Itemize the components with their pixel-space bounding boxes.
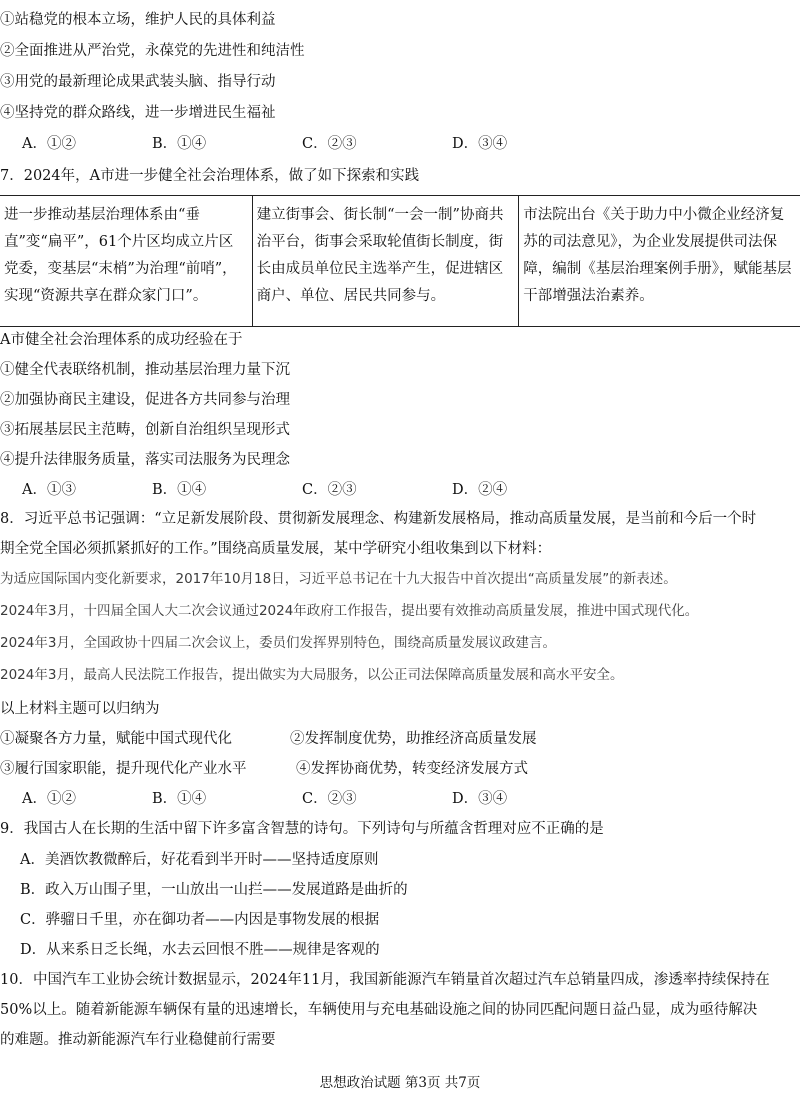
q8-material-1: 为适应国际国内变化新要求，2017年10月18日，习近平总书记在十九大报告中首次提出“高质量发展”的新表述。 xyxy=(0,571,677,587)
q8-option-c[interactable]: C．②③ xyxy=(302,791,357,807)
q7-question: A市健全社会治理体系的成功经验在于 xyxy=(0,332,243,348)
q8-option-a[interactable]: A．①② xyxy=(22,791,76,807)
q10-line3: 的难题。推动新能源汽车行业稳健前行需要 xyxy=(0,1032,276,1048)
q8-option-d[interactable]: D．③④ xyxy=(452,791,508,807)
q6-option-c[interactable]: C．②③ xyxy=(302,136,357,152)
q6-item-4: ④坚持党的群众路线，进一步增进民生福祉 xyxy=(0,105,276,121)
q7-option-d[interactable]: D．②④ xyxy=(452,482,508,498)
q9-option-b[interactable]: B．政入万山围子里，一山放出一山拦——发展道路是曲折的 xyxy=(20,882,408,898)
q9-option-c[interactable]: C．骅骝日千里，亦在御功者——内因是事物发展的根据 xyxy=(20,912,380,928)
q9-option-d[interactable]: D．从来系日乏长绳，水去云回恨不胜——规律是客观的 xyxy=(20,942,380,958)
q8-item-1: ①凝聚各方力量，赋能中国式现代化 xyxy=(0,731,232,747)
q7-option-b[interactable]: B．①④ xyxy=(152,482,207,498)
q8-item-3: ③履行国家职能，提升现代化产业水平 xyxy=(0,761,247,777)
q8-stem-line2: 期全党全国必须抓紧抓好的工作。”围绕高质量发展，某中学研究小组收集到以下材料： xyxy=(0,541,552,557)
q8-item-2: ②发挥制度优势，助推经济高质量发展 xyxy=(290,731,537,747)
q6-option-d[interactable]: D．③④ xyxy=(452,136,508,152)
q7-cell-3: 市法院出台《关于助力中小微企业经济复苏的司法意见》，为企业发展提供司法保障，编制《基层治理案例手册》，赋能基层干部增强法治素养。 xyxy=(519,196,800,327)
q10-line2: 50%以上。随着新能源车辆保有量的迅速增长，车辆使用与充电基础设施之间的协同匹配问题日益凸显，成为亟待解决 xyxy=(0,1002,758,1018)
q8-material-4: 2024年3月，最高人民法院工作报告，提出做实为大局服务，以公正司法保障高质量发展和高水平安全。 xyxy=(0,667,624,683)
q8-question: 以上材料主题可以归纳为 xyxy=(0,701,160,717)
q10-line1: 10．中国汽车工业协会统计数据显示，2024年11月，我国新能源汽车销量首次超过汽车总销量四成，渗透率持续保持在 xyxy=(0,972,770,988)
q9-option-a[interactable]: A．美酒饮教微醉后，好花看到半开时——坚持适度原则 xyxy=(20,852,379,868)
q7-stem: 7．2024年，A市进一步健全社会治理体系，做了如下探索和实践 xyxy=(0,168,420,184)
q7-item-2: ②加强协商民主建设，促进各方共同参与治理 xyxy=(0,392,290,408)
q6-item-1: ①站稳党的根本立场，维护人民的具体利益 xyxy=(0,12,276,28)
q7-item-1: ①健全代表联络机制，推动基层治理力量下沉 xyxy=(0,362,290,378)
q8-option-b[interactable]: B．①④ xyxy=(152,791,207,807)
q7-material-table xyxy=(0,195,800,327)
q7-cell-1: 进一步推动基层治理体系由“垂直”变“扁平”，61个片区均成立片区党委，变基层“末梢”为治理“前哨”，实现“资源共享在群众家门口”。 xyxy=(0,196,252,327)
q7-cell-2: 建立街事会、街长制“一会一制”协商共治平台，街事会采取轮值街长制度，街长由成员单位民主选举产生，促进辖区商户、单位、居民共同参与。 xyxy=(252,196,519,327)
q8-item-4: ④发挥协商优势，转变经济发展方式 xyxy=(296,761,528,777)
q6-item-3: ③用党的最新理论成果武装头脑、指导行动 xyxy=(0,74,276,90)
q7-item-4: ④提升法律服务质量，落实司法服务为民理念 xyxy=(0,452,290,468)
q9-stem: 9．我国古人在长期的生活中留下许多富含智慧的诗句。下列诗句与所蕴含哲理对应不正确的是 xyxy=(0,821,604,837)
q6-option-b[interactable]: B．①④ xyxy=(152,136,207,152)
q6-item-2: ②全面推进从严治党，永葆党的先进性和纯洁性 xyxy=(0,43,305,59)
q8-material-2: 2024年3月，十四届全国人大二次会议通过2024年政府工作报告，提出要有效推动高质量发展，推进中国式现代化。 xyxy=(0,603,699,619)
q8-stem-line1: 8．习近平总书记强调：“立足新发展阶段、贯彻新发展理念、构建新发展格局，推动高质量发展，是当前和今后一个时 xyxy=(0,511,757,527)
q6-option-a[interactable]: A．①② xyxy=(22,136,76,152)
q7-item-3: ③拓展基层民主范畴，创新自治组织呈现形式 xyxy=(0,422,290,438)
page-footer: 思想政治试题 第3页 共7页 xyxy=(319,1075,481,1091)
q7-option-c[interactable]: C．②③ xyxy=(302,482,357,498)
q7-option-a[interactable]: A．①③ xyxy=(22,482,76,498)
q8-material-3: 2024年3月，全国政协十四届二次会议上，委员们发挥界别特色，围绕高质量发展议政建言。 xyxy=(0,635,556,651)
